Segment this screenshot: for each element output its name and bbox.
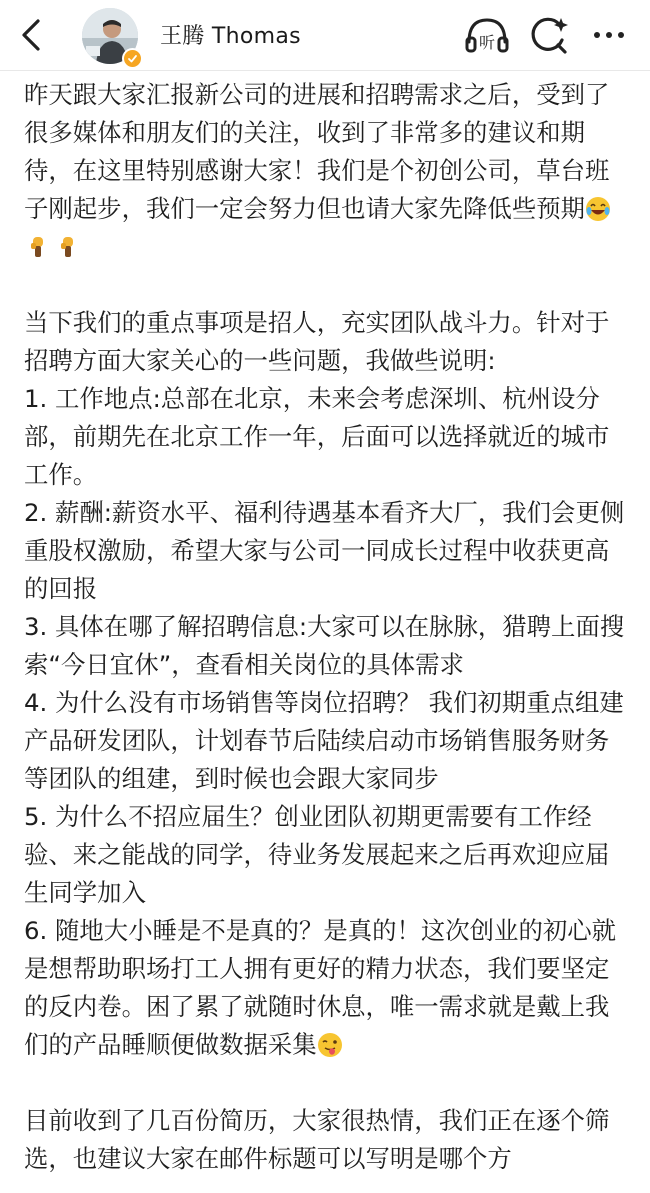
- more-dot: [618, 32, 624, 38]
- more-dot: [606, 32, 612, 38]
- topic-search-button[interactable]: [528, 14, 570, 56]
- topic-search-icon: [528, 14, 570, 56]
- list-item: 5. 为什么不招应届生？创业团队初期更需要有工作经验、来之能战的同学，待业务发展起来之后再欢迎应届生同学加入: [24, 802, 610, 907]
- list-item: 3. 具体在哪了解招聘信息:大家可以在脉脉，猎聘上面搜索“今日宜休”，查看相关岗位的具体需求: [24, 612, 625, 679]
- verified-badge-icon: [122, 48, 143, 69]
- post-intro: 当下我们的重点事项是招人，充实团队战斗力。针对于招聘方面大家关心的一些问题，我做些说明:: [24, 308, 610, 375]
- paragraph-gap: [24, 266, 632, 304]
- fist-emoji: [54, 234, 80, 260]
- wink-tongue-emoji: [317, 1032, 343, 1058]
- svg-text:听: 听: [478, 33, 496, 52]
- more-dot: [594, 32, 600, 38]
- avatar[interactable]: [82, 8, 138, 64]
- listen-button[interactable]: [464, 14, 510, 56]
- post-paragraph: 目前收到了几百份简历，大家很热情，我们正在逐个筛选，也建议大家在邮件标题可以写明是哪个方: [24, 1106, 610, 1173]
- laughing-tears-emoji: [585, 196, 611, 222]
- list-item-text: 6. 随地大小睡是不是真的？是真的！这次创业的初心就是想帮助职场打工人拥有更好的精力状态，我们要坚定的反内卷。困了累了就随时休息，唯一需求就是戴上我们的产品睡顺便做数据采集: [24, 916, 617, 1059]
- list-item: [24, 912, 632, 1064]
- paragraph-gap: [24, 1064, 632, 1102]
- list-item: 2. 薪酬:薪资水平、福利待遇基本看齐大厂，我们会更侧重股权激励，希望大家与公司一同成长过程中收获更高的回报: [24, 498, 625, 603]
- chevron-left-icon: [20, 18, 42, 52]
- list-item: 1. 工作地点:总部在北京，未来会考虑深圳、杭州设分部，前期先在北京工作一年，后面可以选择就近的城市工作。: [24, 384, 610, 489]
- back-button[interactable]: [14, 16, 48, 54]
- post-paragraph: [24, 76, 632, 266]
- list-item: 4. 为什么没有市场销售等岗位招聘？ 我们初期重点组建产品研发团队，计划春节后陆续启动市场销售服务财务等团队的组建，到时候也会跟大家同步: [24, 688, 624, 793]
- more-button[interactable]: [584, 14, 634, 56]
- paragraph-text: 昨天跟大家汇报新公司的进展和招聘需求之后，受到了很多媒体和朋友们的关注，收到了非常多的建议和期待，在这里特别感谢大家！我们是个初创公司，草台班子刚起步，我们一定会努力但也请大家先降低些预期: [24, 80, 610, 223]
- top-bar: [0, 0, 650, 71]
- post-body: [24, 76, 632, 1178]
- username[interactable]: 王腾 Thomas: [160, 24, 301, 49]
- listen-icon: [464, 14, 510, 56]
- fist-emoji: [24, 234, 50, 260]
